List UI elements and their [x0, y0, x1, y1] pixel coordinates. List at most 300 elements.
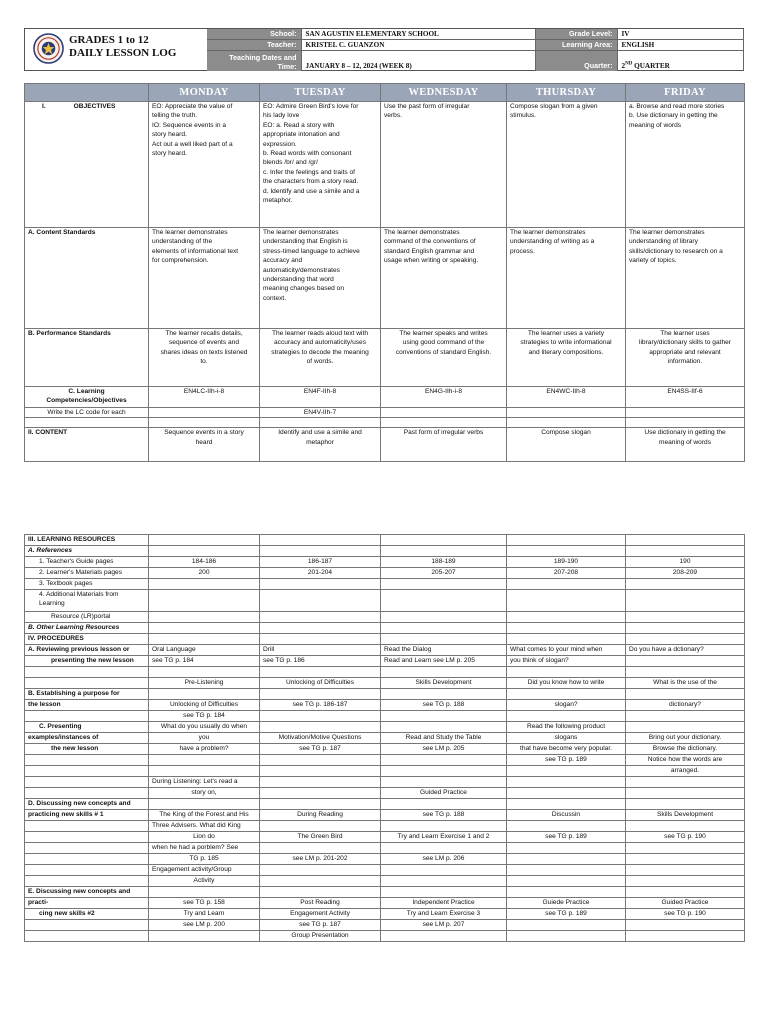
discussing-1-row-2b-monday: Lion do: [149, 832, 260, 843]
during-listening-row-2-tuesday: [260, 788, 381, 799]
discussing-2-row-1: [25, 898, 745, 909]
discussing-1-row-0-friday: [626, 799, 745, 810]
lr-portal-row-label: Resource (LR)portal: [25, 612, 149, 623]
spacer-cell: [25, 418, 149, 428]
presenting-row-1b-thursday: slogans: [507, 733, 626, 744]
learners-materials-row: [25, 568, 745, 579]
day-wednesday: WEDNESDAY: [381, 84, 507, 102]
discussing-2-row-4: [25, 931, 745, 942]
textbook-row-label: 3. Textbook pages: [25, 579, 149, 590]
purpose-row-2-thursday: slogan?: [507, 700, 626, 711]
during-listening-row-1-tuesday: [260, 777, 381, 788]
lc-code-tuesday: EN4F-IIh-8: [260, 387, 381, 408]
discussing-1-row-2b-thursday: see TG p. 189: [507, 832, 626, 843]
title-daily-lesson-log: DAILY LESSON LOG: [69, 47, 177, 59]
other-resources-row-tuesday: [260, 623, 381, 634]
purpose-row-3: [25, 711, 745, 722]
discussing-2-row-1-label: practi-: [25, 898, 149, 909]
discussing-1-row-3a-wednesday: [381, 843, 507, 854]
other-resources-row-monday: [149, 623, 260, 634]
learning-resources-row-thursday: [507, 535, 626, 546]
objectives-monday: EO: Appreciate the value of telling the truth. IO: Sequence events in a story heard. Act out a well liked part of a story heard.: [149, 102, 260, 228]
discussing-1-row-3b-label: [25, 854, 149, 865]
engagement-row-1-label: [25, 865, 149, 876]
content-standards-wednesday: The learner demonstrates command of the conventions of standard English grammar and usage when writing or speaking.: [381, 228, 507, 329]
discussing-1-row-1-friday: Skills Development: [626, 810, 745, 821]
textbook-row-tuesday: [260, 579, 381, 590]
during-listening-row-1-thursday: [507, 777, 626, 788]
other-resources-row: [25, 623, 745, 634]
textbook-row-thursday: [507, 579, 626, 590]
day-monday: MONDAY: [149, 84, 260, 102]
review-row-2-friday: [626, 656, 745, 667]
discussing-1-row-3b-tuesday: see LM p. 201-202: [260, 854, 381, 865]
engagement-row-2-monday: Activity: [149, 876, 260, 887]
lc-code-monday: EN4LC-IIh-i-8: [149, 387, 260, 408]
engagement-row-2-friday: [626, 876, 745, 887]
teachers-guide-row-tuesday: 186-187: [260, 557, 381, 568]
objectives-row: [25, 102, 745, 228]
presenting-row-1-thursday: Read the following product: [507, 722, 626, 733]
discussing-1-row-1-tuesday: During Reading: [260, 810, 381, 821]
discussing-2-row-3: [25, 920, 745, 931]
discussing-1-row-0-wednesday: [381, 799, 507, 810]
discussing-1-row-2b-tuesday: The Green Bird: [260, 832, 381, 843]
quarter-value: 2ND QUARTER: [617, 51, 743, 72]
learning-resources-row-tuesday: [260, 535, 381, 546]
engagement-row-1: [25, 865, 745, 876]
title-grades: GRADES 1 to 12: [69, 34, 149, 46]
presenting-row-3b-friday: arranged.: [626, 766, 745, 777]
purpose-row-1: [25, 689, 745, 700]
discussing-1-row-3a-monday: when he had a porblem? See: [149, 843, 260, 854]
during-listening-row-1-friday: [626, 777, 745, 788]
engagement-row-1-thursday: [507, 865, 626, 876]
presenting-row-1b: [25, 733, 745, 744]
blank-row-monday: [149, 667, 260, 678]
engagement-row-2-wednesday: [381, 876, 507, 887]
review-row-1-tuesday: Drill: [260, 645, 381, 656]
presenting-row-1-friday: [626, 722, 745, 733]
pre-listening-row-tuesday: Unlocking of Difficulties: [260, 678, 381, 689]
presenting-row-1-label: C. Presenting: [25, 722, 149, 733]
review-row-1-thursday: What comes to your mind when: [507, 645, 626, 656]
content-standards-thursday: The learner demonstrates understanding of writing as a process.: [507, 228, 626, 329]
content-wednesday: Past form of irregular verbs: [381, 428, 507, 462]
purpose-row-2-friday: dictionary?: [626, 700, 745, 711]
purpose-row-1-label: B. Establishing a purpose for: [25, 689, 149, 700]
references-row-thursday: [507, 546, 626, 557]
other-resources-row-friday: [626, 623, 745, 634]
purpose-row-2-wednesday: see TG p. 188: [381, 700, 507, 711]
pre-listening-row: [25, 678, 745, 689]
blank-row-wednesday: [381, 667, 507, 678]
additional-materials-row-monday: [149, 590, 260, 612]
header-block: [24, 28, 744, 71]
presenting-row-3b-tuesday: [260, 766, 381, 777]
performance-standards-tuesday: The learner reads aloud text with accuracy and automaticity/uses strategies to decode the meaning of words.: [260, 329, 381, 387]
during-listening-row-2: [25, 788, 745, 799]
procedures-row-wednesday: [381, 634, 507, 645]
learners-materials-row-friday: 208-209: [626, 568, 745, 579]
other-resources-row-thursday: [507, 623, 626, 634]
engagement-row-1-tuesday: [260, 865, 381, 876]
teacher-value: KRISTEL C. GUANZON: [301, 40, 535, 51]
school-label: School:: [207, 29, 301, 40]
lc-code-label: Write the LC code for each: [25, 408, 149, 418]
teachers-guide-row-wednesday: 188-189: [381, 557, 507, 568]
lr-portal-row-thursday: [507, 612, 626, 623]
header-info-table: [207, 29, 744, 71]
discussing-2-row-3-label: [25, 920, 149, 931]
during-listening-row-1-wednesday: [381, 777, 507, 788]
discussing-1-row-2b-wednesday: Try and Learn Exercise 1 and 2: [381, 832, 507, 843]
purpose-row-3-monday: see TG p. 184: [149, 711, 260, 722]
quarter-label: Quarter:: [535, 51, 617, 72]
discussing-1-row-2a-label: [25, 821, 149, 832]
presenting-row-2-tuesday: see TG p. 187: [260, 744, 381, 755]
learning-area-label: Learning Area:: [535, 40, 617, 51]
content-standards-friday: The learner demonstrates understanding of library skills/dictionary to research on a variety of topics.: [626, 228, 745, 329]
day-header-row: [25, 84, 745, 102]
teachers-guide-row-friday: 190: [626, 557, 745, 568]
discussing-1-row-0-monday: [149, 799, 260, 810]
discussing-1-row-3a-tuesday: [260, 843, 381, 854]
discussing-2-row-0-tuesday: [260, 887, 381, 898]
performance-standards-wednesday: The learner speaks and writes using good command of the conventions of standard English.: [381, 329, 507, 387]
presenting-row-3-wednesday: [381, 755, 507, 766]
lc-code-extra-tuesday: EN4V-IIh-7: [260, 408, 381, 418]
pre-listening-row-friday: What is the use of the: [626, 678, 745, 689]
pre-listening-row-monday: Pre-Listening: [149, 678, 260, 689]
competencies-row: [25, 387, 745, 408]
review-row-1: [25, 645, 745, 656]
discussing-1-row-2a-monday: Three Advisers. What did King: [149, 821, 260, 832]
presenting-row-2-monday: have a problem?: [149, 744, 260, 755]
purpose-row-3-wednesday: [381, 711, 507, 722]
discussing-1-row-2a-friday: [626, 821, 745, 832]
discussing-2-row-2-friday: see TG p. 190: [626, 909, 745, 920]
content-label: II. CONTENT: [25, 428, 149, 462]
references-row-label: A. References: [25, 546, 149, 557]
presenting-row-2-thursday: that have become very popular.: [507, 744, 626, 755]
textbook-row-friday: [626, 579, 745, 590]
discussing-2-row-2: [25, 909, 745, 920]
performance-standards-label: B. Performance Standards: [25, 329, 149, 387]
presenting-row-3-monday: [149, 755, 260, 766]
lr-portal-row-friday: [626, 612, 745, 623]
learning-resources-row-wednesday: [381, 535, 507, 546]
competencies-label: C. Learning Competencies/Objectives: [25, 387, 149, 408]
presenting-row-1b-label: examples/instances of: [25, 733, 149, 744]
discussing-2-row-3-tuesday: see TG p. 187: [260, 920, 381, 931]
discussing-2-row-0-label: E. Discussing new concepts and: [25, 887, 149, 898]
discussing-2-row-2-tuesday: Engagement Activity: [260, 909, 381, 920]
presenting-row-1b-tuesday: Motivation/Motive Questions: [260, 733, 381, 744]
discussing-2-row-2-monday: Try and Learn: [149, 909, 260, 920]
discussing-1-row-3a-friday: [626, 843, 745, 854]
textbook-row: [25, 579, 745, 590]
presenting-row-3b-monday: [149, 766, 260, 777]
discussing-2-row-2-label: cing new skills #2: [25, 909, 149, 920]
presenting-row-3b-wednesday: [381, 766, 507, 777]
learning-resources-row: [25, 535, 745, 546]
presenting-row-2: [25, 744, 745, 755]
dates-value: JANUARY 8 – 12, 2024 (WEEK 8): [301, 51, 535, 72]
lc-extra-wednesday: [381, 408, 507, 418]
purpose-row-2: [25, 700, 745, 711]
review-row-1-friday: Do you have a dctionary?: [626, 645, 745, 656]
discussing-1-row-2a-tuesday: [260, 821, 381, 832]
presenting-row-2-friday: Browse the dictionary.: [626, 744, 745, 755]
during-listening-row-2-label: [25, 788, 149, 799]
spacer-cell: [381, 418, 507, 428]
content-standards-row: [25, 228, 745, 329]
teachers-guide-row-monday: 184-186: [149, 557, 260, 568]
discussing-1-row-3b-friday: [626, 854, 745, 865]
presenting-row-1-monday: What do you usually do when: [149, 722, 260, 733]
discussing-2-row-2-wednesday: Try and Learn Exercise 3: [381, 909, 507, 920]
lc-code-subrow: [25, 408, 745, 418]
lc-code-wednesday: EN4G-IIh-i-8: [381, 387, 507, 408]
lr-portal-row-wednesday: [381, 612, 507, 623]
discussing-2-row-0: [25, 887, 745, 898]
discussing-2-row-0-friday: [626, 887, 745, 898]
discussing-2-row-1-thursday: Guiede Practice: [507, 898, 626, 909]
content-standards-monday: The learner demonstrates understanding of the elements of informational text for comprehension.: [149, 228, 260, 329]
discussing-1-row-1: [25, 810, 745, 821]
discussing-1-row-3b: [25, 854, 745, 865]
teachers-guide-row: [25, 557, 745, 568]
lc-extra-monday: [149, 408, 260, 418]
during-listening-row-1-monday: During Listening: Let's read a: [149, 777, 260, 788]
procedures-row-monday: [149, 634, 260, 645]
procedures-row-friday: [626, 634, 745, 645]
discussing-2-row-4-tuesday: Group Presentation: [260, 931, 381, 942]
discussing-2-row-0-monday: [149, 887, 260, 898]
references-row-tuesday: [260, 546, 381, 557]
review-row-1-monday: Oral Language: [149, 645, 260, 656]
during-listening-row-2-monday: story on,: [149, 788, 260, 799]
discussing-2-row-1-friday: Guided Practice: [626, 898, 745, 909]
day-tuesday: TUESDAY: [260, 84, 381, 102]
engagement-row-1-monday: Engagement activity/Group: [149, 865, 260, 876]
discussing-1-row-2a-thursday: [507, 821, 626, 832]
learners-materials-row-tuesday: 201-204: [260, 568, 381, 579]
learners-materials-row-wednesday: 205-207: [381, 568, 507, 579]
school-value: SAN AGUSTIN ELEMENTARY SCHOOL: [301, 29, 535, 40]
corner-cell: [25, 84, 149, 102]
presenting-row-1-wednesday: [381, 722, 507, 733]
discussing-1-row-0: [25, 799, 745, 810]
spacer-row: [25, 418, 745, 428]
review-row-2-wednesday: Read and Learn see LM p. 205: [381, 656, 507, 667]
presenting-row-1b-monday: you: [149, 733, 260, 744]
references-row-wednesday: [381, 546, 507, 557]
lr-portal-row: [25, 612, 745, 623]
grade-level-label: Grade Level:: [535, 29, 617, 40]
textbook-row-monday: [149, 579, 260, 590]
lc-code-friday: EN4SS-IIf-6: [626, 387, 745, 408]
content-row: [25, 428, 745, 462]
grade-level-value: IV: [617, 29, 743, 40]
discussing-2-row-3-wednesday: see LM p. 207: [381, 920, 507, 931]
presenting-row-3b-thursday: [507, 766, 626, 777]
objectives-tuesday: EO: Admire Green Bird's love for his lady love EO: a. Read a story with appropriate intonation and expression. b. Read words with consonant blends /br/ and /gr/ c. Infer the feelings and traits of the characters from a story read. d. Identify and use a simile and a metaphor.: [260, 102, 381, 228]
discussing-1-row-0-tuesday: [260, 799, 381, 810]
presenting-row-3-friday: Notice how the words are: [626, 755, 745, 766]
learning-area-value: ENGLISH: [617, 40, 743, 51]
procedures-row-label: IV. PROCEDURES: [25, 634, 149, 645]
purpose-row-1-monday: [149, 689, 260, 700]
references-row-friday: [626, 546, 745, 557]
content-standards-label: A. Content Standards: [25, 228, 149, 329]
learners-materials-row-monday: 200: [149, 568, 260, 579]
discussing-1-row-1-monday: The King of the Forest and His: [149, 810, 260, 821]
discussing-2-row-3-monday: see LM p. 200: [149, 920, 260, 931]
performance-standards-row: [25, 329, 745, 387]
purpose-row-2-label: the lesson: [25, 700, 149, 711]
discussing-2-row-1-tuesday: Post Reading: [260, 898, 381, 909]
learners-materials-row-label: 2. Learner's Materials pages: [25, 568, 149, 579]
discussing-1-row-2b: [25, 832, 745, 843]
purpose-row-3-label: [25, 711, 149, 722]
discussing-2-row-0-wednesday: [381, 887, 507, 898]
presenting-row-3b: [25, 766, 745, 777]
engagement-row-1-wednesday: [381, 865, 507, 876]
presenting-row-2-label: the new lesson: [25, 744, 149, 755]
presenting-row-3-thursday: see TG p. 189: [507, 755, 626, 766]
spacer-cell: [626, 418, 745, 428]
blank-row-thursday: [507, 667, 626, 678]
references-row-monday: [149, 546, 260, 557]
discussing-2-row-4-wednesday: [381, 931, 507, 942]
procedures-row-tuesday: [260, 634, 381, 645]
additional-materials-row: [25, 590, 745, 612]
spacer-cell: [507, 418, 626, 428]
presenting-row-3b-label: [25, 766, 149, 777]
engagement-row-2-label: [25, 876, 149, 887]
additional-materials-row-label: 4. Additional Materials from Learning: [25, 590, 149, 612]
discussing-2-row-4-friday: [626, 931, 745, 942]
during-listening-row-2-friday: [626, 788, 745, 799]
deped-seal-icon: [33, 33, 64, 64]
lr-portal-row-tuesday: [260, 612, 381, 623]
learners-materials-row-thursday: 207-208: [507, 568, 626, 579]
pre-listening-row-wednesday: Skills Development: [381, 678, 507, 689]
discussing-2-row-1-monday: see TG p. 158: [149, 898, 260, 909]
discussing-1-row-3a-label: [25, 843, 149, 854]
content-standards-tuesday: The learner demonstrates understanding that English is stress-timed language to achieve accuracy and automaticity/demonstrates understanding that word meaning changes based on context.: [260, 228, 381, 329]
blank-row-label: [25, 667, 149, 678]
engagement-row-2-thursday: [507, 876, 626, 887]
content-monday: Sequence events in a story heard: [149, 428, 260, 462]
during-listening-row-2-thursday: [507, 788, 626, 799]
engagement-row-1-friday: [626, 865, 745, 876]
dates-label: Teaching Dates and Time:: [207, 51, 301, 72]
review-row-2-tuesday: see TG p. 186: [260, 656, 381, 667]
pre-listening-row-label: [25, 678, 149, 689]
performance-standards-thursday: The learner uses a variety strategies to write informational and literary compositions.: [507, 329, 626, 387]
presenting-row-3-tuesday: [260, 755, 381, 766]
discussing-1-row-3a-thursday: [507, 843, 626, 854]
presenting-row-1b-wednesday: Read and Study the Table: [381, 733, 507, 744]
purpose-row-3-tuesday: [260, 711, 381, 722]
purpose-row-3-friday: [626, 711, 745, 722]
review-row-2-label: presenting the new lesson: [25, 656, 149, 667]
spacer-cell: [149, 418, 260, 428]
objectives-thursday: Compose slogan from a given stimulus.: [507, 102, 626, 228]
blank-row-friday: [626, 667, 745, 678]
resources-procedures-table: [24, 534, 745, 942]
discussing-2-row-3-friday: [626, 920, 745, 931]
lc-extra-friday: [626, 408, 745, 418]
learning-resources-row-monday: [149, 535, 260, 546]
review-row-2-monday: see TG p. 184: [149, 656, 260, 667]
purpose-row-2-tuesday: see TG p. 186-187: [260, 700, 381, 711]
learning-resources-row-friday: [626, 535, 745, 546]
objectives-table: [24, 83, 745, 462]
discussing-1-row-1-label: practicing new skills # 1: [25, 810, 149, 821]
objectives-friday: a. Browse and read more stories b. Use dictionary in getting the meaning of words: [626, 102, 745, 228]
performance-standards-monday: The learner recalls details, sequence of events and shares ideas on texts listened to.: [149, 329, 260, 387]
discussing-2-row-4-label: [25, 931, 149, 942]
teachers-guide-row-thursday: 189-190: [507, 557, 626, 568]
other-resources-row-label: B. Other Learning Resources: [25, 623, 149, 634]
discussing-1-row-3b-monday: TG p. 185: [149, 854, 260, 865]
discussing-2-row-0-thursday: [507, 887, 626, 898]
during-listening-row-1-label: [25, 777, 149, 788]
additional-materials-row-friday: [626, 590, 745, 612]
discussing-1-row-2b-friday: see TG p. 190: [626, 832, 745, 843]
procedures-row-thursday: [507, 634, 626, 645]
discussing-2-row-2-thursday: see TG p. 189: [507, 909, 626, 920]
content-thursday: Compose slogan: [507, 428, 626, 462]
additional-materials-row-tuesday: [260, 590, 381, 612]
review-row-2: [25, 656, 745, 667]
discussing-1-row-3a: [25, 843, 745, 854]
discussing-1-row-1-wednesday: see TG p. 188: [381, 810, 507, 821]
review-row-1-label: A. Reviewing previous lesson or: [25, 645, 149, 656]
other-resources-row-wednesday: [381, 623, 507, 634]
presenting-row-2-wednesday: see LM p. 205: [381, 744, 507, 755]
discussing-1-row-0-thursday: [507, 799, 626, 810]
discussing-1-row-3b-wednesday: see LM p. 206: [381, 854, 507, 865]
teachers-guide-row-label: 1. Teacher's Guide pages: [25, 557, 149, 568]
during-listening-row-1: [25, 777, 745, 788]
additional-materials-row-wednesday: [381, 590, 507, 612]
engagement-row-2-tuesday: [260, 876, 381, 887]
textbook-row-wednesday: [381, 579, 507, 590]
day-friday: FRIDAY: [626, 84, 745, 102]
discussing-2-row-3-thursday: [507, 920, 626, 931]
purpose-row-1-wednesday: [381, 689, 507, 700]
presenting-row-1: [25, 722, 745, 733]
teacher-label: Teacher:: [207, 40, 301, 51]
discussing-1-row-2b-label: [25, 832, 149, 843]
objectives-wednesday: Use the past form of irregular verbs.: [381, 102, 507, 228]
discussing-1-row-1-thursday: Discussin: [507, 810, 626, 821]
lc-extra-thursday: [507, 408, 626, 418]
presenting-row-3: [25, 755, 745, 766]
blank-row: [25, 667, 745, 678]
references-row: [25, 546, 745, 557]
purpose-row-3-thursday: [507, 711, 626, 722]
purpose-row-1-thursday: [507, 689, 626, 700]
purpose-row-2-monday: Unlocking of Difficulties: [149, 700, 260, 711]
learning-resources-row-label: III. LEARNING RESOURCES: [25, 535, 149, 546]
purpose-row-1-tuesday: [260, 689, 381, 700]
